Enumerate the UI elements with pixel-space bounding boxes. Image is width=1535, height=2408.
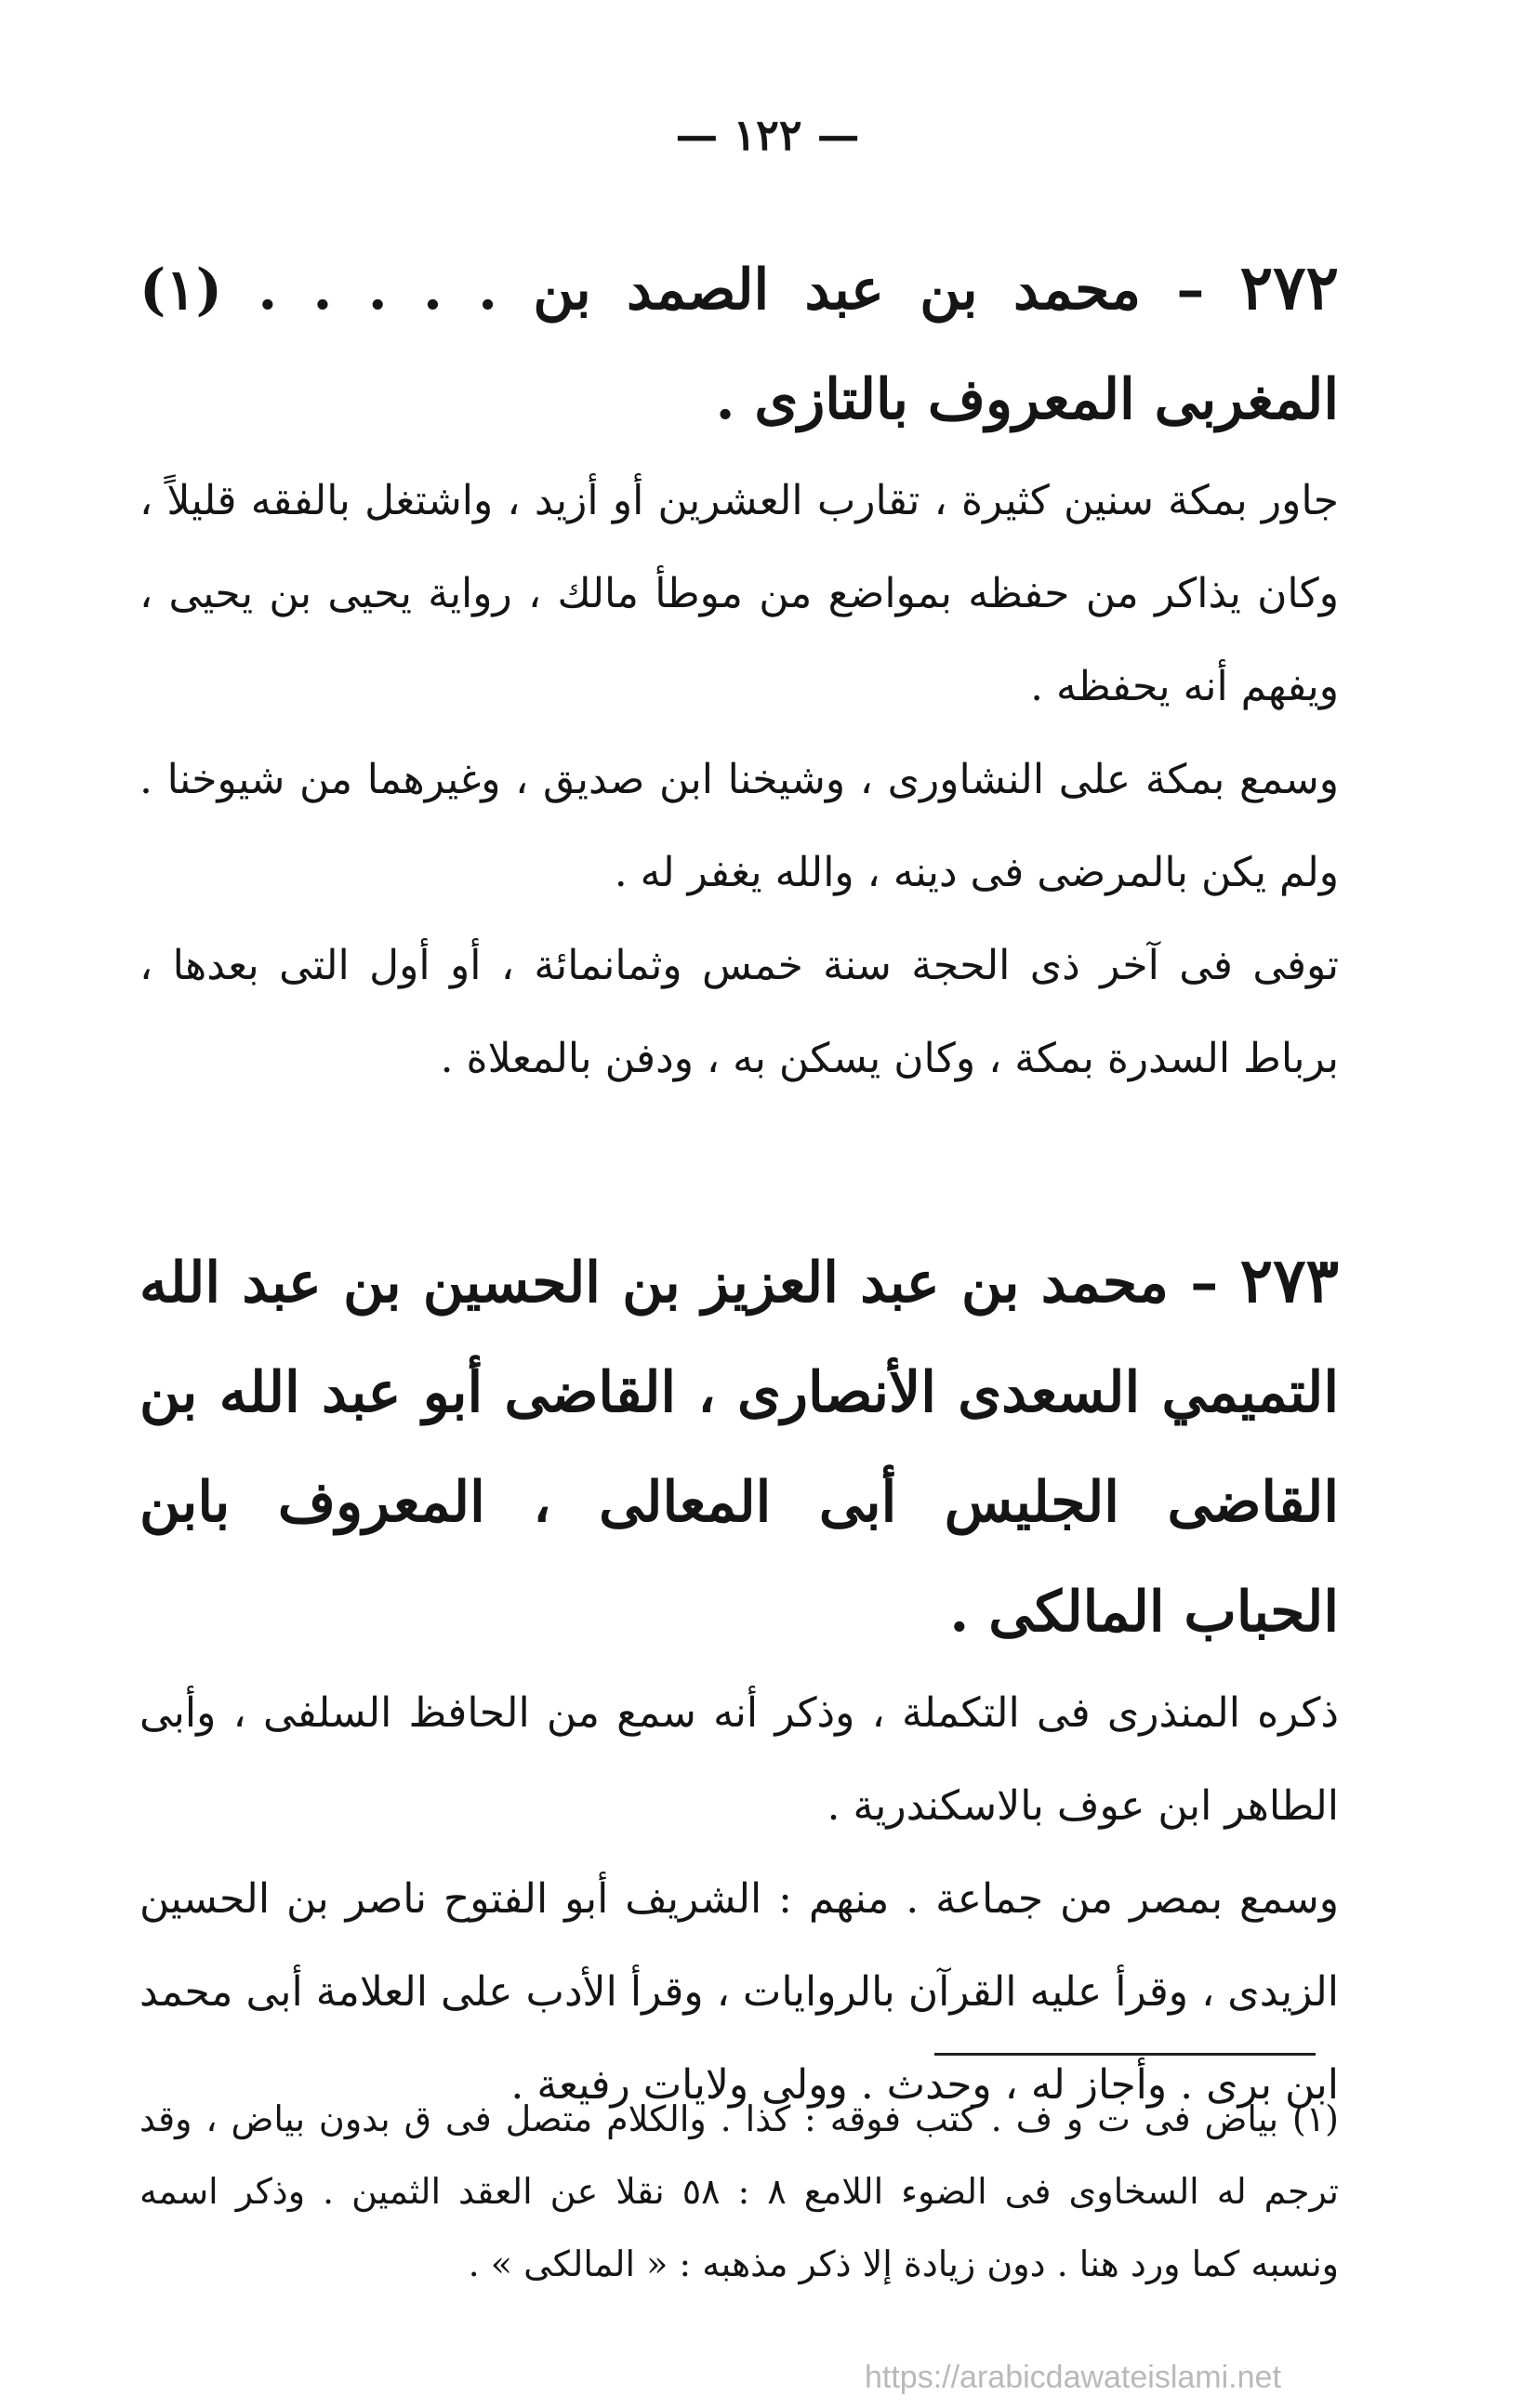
entry-title: – محمد بن عبد العزيز بن الحسين بن عبد الله التميمي السعدى الأنصارى ، القاضى أبو عبد الله بن القاضى الجليس أبى المعالى ، المعروف بابن الحباب المالكى . (139, 1250, 1339, 1645)
paragraph: توفى فى آخر ذى الحجة سنة خمس وثمانمائة ، أو أول التى بعدها ، برباط السدرة بمكة ، وكان يسكن به ، ودفن بالمعلاة . (139, 942, 1339, 1082)
watermark: https://arabicdawateislami.net (865, 2360, 1281, 2395)
paragraph: جاور بمكة سنين كثيرة ، تقارب العشرين أو أزيد ، واشتغل بالفقه قليلاً ، وكان يذاكر من حفظه بمواضع من موطأ مالك ، رواية يحيى بن يحيى ، ويفهم أنه يحفظه . (139, 477, 1339, 710)
entry-heading (139, 1225, 1339, 1667)
paragraph: وسمع بمصر من جماعة . منهم : الشريف أبو الفتوح ناصر بن الحسين الزيدى ، وقرأ عليه القرآن بالروايات ، وقرأ الأدب على العلامة أبى محمد ابن برى . وأجاز له ، وحدث . وولى ولايات رفيعة . (139, 1875, 1339, 2109)
page-number: — ١٢٢ — (675, 110, 860, 160)
footnote: (١) بياض فى ت و ف . كتب فوقه : كذا . والكلام متصل فى ق بدون بياض ، وقد ترجم له السخاوى فى الضوء اللامع ٨ : ٥٨ نقلا عن العقد الثمين . وذكر اسمه ونسبه كما ورد هنا . دون زيادة إلا ذكر مذهبه : « المالكى » . (139, 2098, 1339, 2284)
entry-273 (139, 1225, 1339, 2132)
entry-272 (139, 232, 1339, 1105)
paragraph: وسمع بمكة على النشاورى ، وشيخنا ابن صديق ، وغيرهما من شيوخنا . ولم يكن بالمرضى فى دينه ، والله يغفر له . (139, 756, 1339, 896)
paragraph: ذكره المنذرى فى التكملة ، وذكر أنه سمع من الحافظ السلفى ، وأبى الطاهر ابن عوف بالاسكندرية . (139, 1689, 1339, 1830)
entry-heading (139, 232, 1339, 455)
entry-number: ٢٧٣ (1239, 1244, 1339, 1316)
entry-number: ٢٧٢ (1239, 251, 1340, 324)
footnote-divider (934, 2053, 1316, 2056)
entry-title: – محمد بن عبد الصمد بن . . . . . (١) المغربى المعروف بالتازى . (139, 258, 1339, 432)
